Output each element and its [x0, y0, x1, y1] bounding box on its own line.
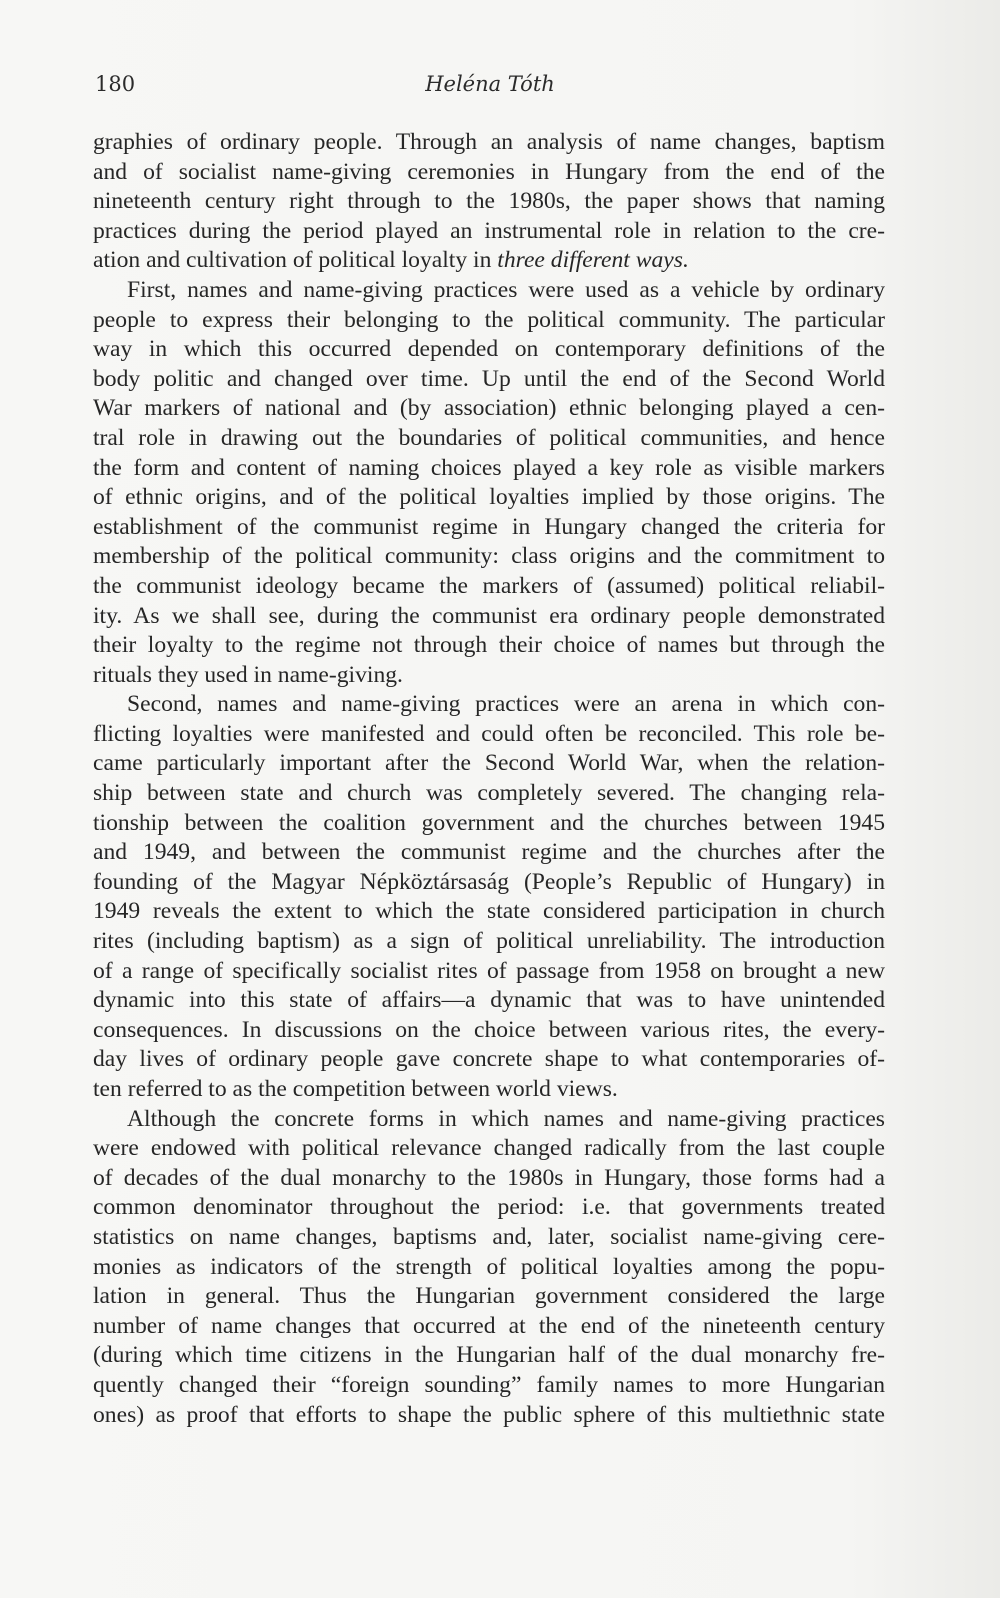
text-line: [93, 158, 885, 188]
text-run: ity. As we shall see, during the communist era ordinary people demonstrated: [93, 602, 885, 629]
text-line: [93, 661, 885, 691]
text-line: [93, 720, 885, 750]
italic-phrase: three different ways.: [497, 247, 689, 274]
text-line: [93, 1371, 885, 1401]
text-run: and 1949, and between the communist regime and the churches after the: [93, 839, 885, 866]
text-line: [93, 838, 885, 868]
text-line: [93, 1134, 885, 1164]
text-line: [93, 631, 885, 661]
text-run: practices during the period played an instrumental role in relation to the cre-: [93, 217, 885, 244]
text-run: founding of the Magyar Népköztársaság (People’s Republic of Hungary) in: [93, 868, 885, 895]
text-run: of a range of specifically socialist rites of passage from 1958 on brought a new: [93, 957, 885, 984]
text-line: [93, 394, 885, 424]
text-run: number of name changes that occurred at the end of the nineteenth century: [93, 1312, 885, 1339]
text-run: of decades of the dual monarchy to the 1980s in Hungary, those forms had a: [93, 1164, 885, 1191]
text-run: were endowed with political relevance changed radically from the last couple: [93, 1135, 885, 1162]
text-line: [93, 897, 885, 927]
text-run: ation and cultivation of political loyalty in: [93, 247, 498, 274]
text-run: common denominator throughout the period: i.e. that governments treated: [93, 1194, 885, 1221]
text-line: [93, 513, 885, 543]
text-line: [93, 690, 885, 720]
text-run: statistics on name changes, baptisms and, later, socialist name-giving cere-: [93, 1223, 885, 1250]
text-run: establishment of the communist regime in Hungary changed the criteria for: [93, 513, 885, 540]
text-line: [93, 217, 885, 247]
text-line: [93, 1193, 885, 1223]
text-run: ten referred to as the competition between world views.: [93, 1076, 618, 1102]
text-line: [93, 1075, 885, 1105]
text-run: quently changed their “foreign sounding” family names to more Hungarian: [93, 1371, 885, 1398]
text-run: their loyalty to the regime not through their choice of names but through the: [93, 632, 885, 659]
text-line: [93, 1253, 885, 1283]
text-line: [93, 986, 885, 1016]
text-line: [93, 602, 885, 632]
text-run: ship between state and church was completely severed. The changing rela-: [93, 780, 885, 807]
text-run: Second, names and name-giving practices were an arena in which con-: [127, 691, 885, 718]
text-line: [93, 957, 885, 987]
text-run: dynamic into this state of affairs—a dynamic that was to have unintended: [93, 987, 885, 1014]
text-line: [93, 542, 885, 572]
text-line: [93, 128, 885, 158]
text-run: body politic and changed over time. Up until the end of the Second World: [93, 365, 885, 392]
text-line: [93, 365, 885, 395]
text-run: and of socialist name-giving ceremonies in Hungary from the end of the: [93, 158, 885, 185]
text-run: of ethnic origins, and of the political loyalties implied by those origins. The: [93, 484, 885, 511]
text-run: ones) as proof that efforts to shape the public sphere of this multiethnic state: [93, 1401, 885, 1428]
text-run: the communist ideology became the markers of (assumed) political reliabil-: [93, 572, 885, 599]
text-line: [93, 779, 885, 809]
text-run: rites (including baptism) as a sign of political unreliability. The introduction: [93, 928, 885, 955]
page-number: 180: [95, 72, 136, 96]
text-line: [93, 1312, 885, 1342]
text-run: (during which time citizens in the Hungarian half of the dual monarchy fre-: [93, 1342, 885, 1369]
text-line: [93, 749, 885, 779]
text-run: graphies of ordinary people. Through an analysis of name changes, baptism: [93, 129, 885, 155]
text-run: the form and content of naming choices played a key role as visible markers: [93, 454, 885, 481]
text-line: [93, 276, 885, 306]
text-run: people to express their belonging to the political community. The particular: [93, 306, 885, 333]
text-run: First, names and name-giving practices were used as a vehicle by ordinary: [127, 276, 885, 303]
text-line: [93, 454, 885, 484]
text-run: day lives of ordinary people gave concrete shape to what contemporaries of-: [93, 1046, 885, 1073]
running-title: Heléna Tóth: [425, 72, 555, 96]
text-run: Although the concrete forms in which names and name-giving practices: [127, 1105, 885, 1132]
text-line: [93, 1016, 885, 1046]
text-run: lation in general. Thus the Hungarian government considered the large: [93, 1283, 885, 1310]
text-line: [93, 246, 885, 276]
text-line: [93, 1341, 885, 1371]
text-run: nineteenth century right through to the 1980s, the paper shows that naming: [93, 188, 885, 215]
text-run: tral role in drawing out the boundaries of political communities, and hence: [93, 424, 885, 451]
text-line: [93, 187, 885, 217]
text-line: [93, 1045, 885, 1075]
text-line: [93, 306, 885, 336]
text-line: [93, 1401, 885, 1431]
text-line: [93, 572, 885, 602]
text-run: flicting loyalties were manifested and could often be reconciled. This role be-: [93, 720, 885, 747]
text-line: [93, 1164, 885, 1194]
text-run: monies as indicators of the strength of political loyalties among the popu-: [93, 1253, 885, 1280]
text-line: [93, 424, 885, 454]
text-run: came particularly important after the Second World War, when the relation-: [93, 750, 885, 777]
text-run: tionship between the coalition government and the churches between 1945: [93, 809, 885, 836]
text-run: 1949 reveals the extent to which the state considered participation in church: [93, 898, 885, 925]
text-line: [93, 809, 885, 839]
text-line: [93, 868, 885, 898]
text-line: [93, 1223, 885, 1253]
text-run: War markers of national and (by association) ethnic belonging played a cen-: [93, 395, 885, 422]
text-run: membership of the political community: class origins and the commitment to: [93, 543, 885, 570]
running-head: [95, 72, 885, 104]
text-line: [93, 1282, 885, 1312]
text-run: rituals they used in name-giving.: [93, 661, 403, 688]
body-text: [93, 128, 885, 1430]
text-run: consequences. In discussions on the choice between various rites, the every-: [93, 1016, 885, 1043]
text-line: [93, 483, 885, 513]
text-run: way in which this occurred depended on contemporary definitions of the: [93, 336, 885, 363]
text-line: [93, 927, 885, 957]
text-line: [93, 335, 885, 365]
text-line: [93, 1105, 885, 1135]
